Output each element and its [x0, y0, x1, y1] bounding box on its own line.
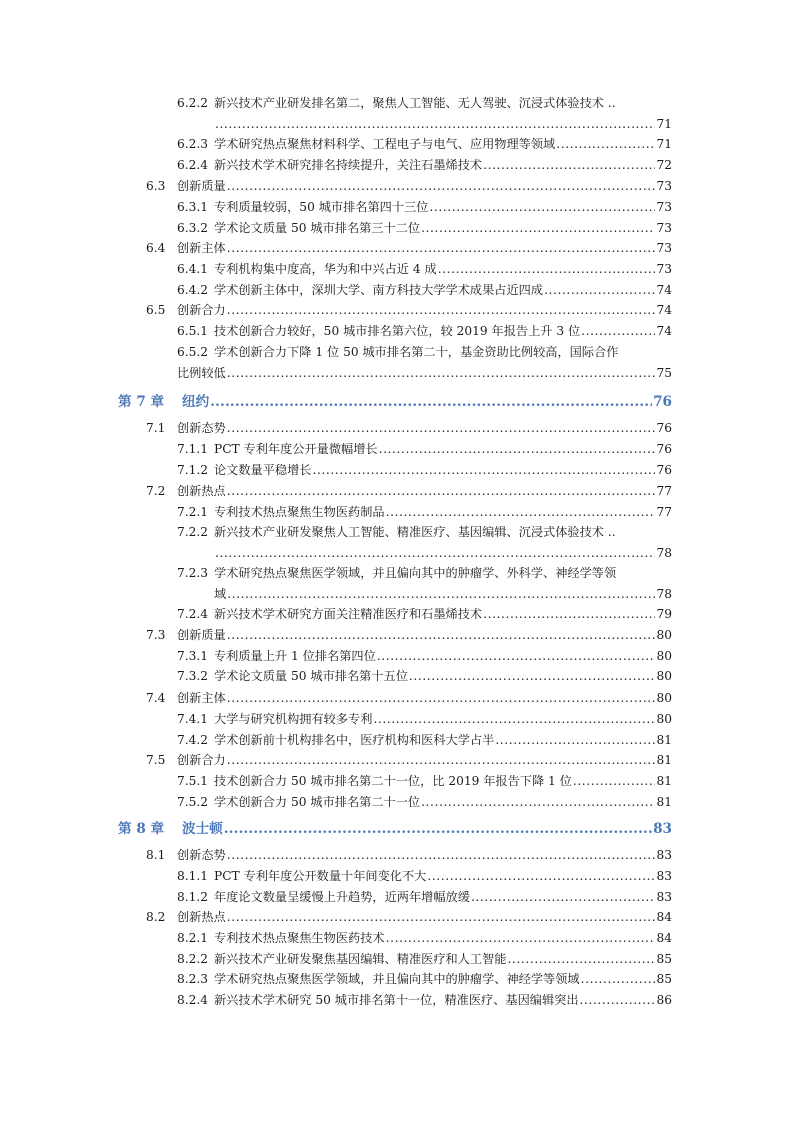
- toc-entry-number: 8.1.2: [177, 890, 209, 904]
- toc-entry-title: 学术论文质量 50 城市排名第十五位: [214, 669, 408, 683]
- toc-page-number: 84: [656, 931, 672, 945]
- toc-entry-number: 6.5: [146, 303, 166, 317]
- toc-page-number: 72: [656, 158, 672, 172]
- toc-dot-leader: [379, 441, 656, 457]
- toc-entry-number: 6.4.2: [177, 283, 209, 297]
- toc-entry-title: 新兴技术学术研究方面关注精准医疗和石墨烯技术: [214, 607, 483, 621]
- toc-page-number: 78: [656, 546, 672, 560]
- toc-dot-leader: [377, 648, 656, 664]
- toc-page-number: 76: [653, 394, 672, 410]
- toc-entry-title: 学术创新主体中，深圳大学、南方科技大学学术成果占近四成: [214, 283, 544, 297]
- toc-entry-title: 新兴技术学术研究排名持续提升，关注石墨烯技术: [214, 158, 483, 172]
- toc-entry-number: 6.3: [146, 179, 166, 193]
- toc-entry-number: 7.4.1: [177, 712, 209, 726]
- toc-dot-leader: [227, 909, 656, 925]
- toc-dot-leader: [508, 951, 656, 967]
- toc-dot-leader: [581, 323, 655, 339]
- toc-entry-title: 专利质量较弱，50 城市排名第四十三位: [214, 200, 429, 214]
- toc-entry-number: 6.3.2: [177, 221, 209, 235]
- toc-entry-number: 7.5.2: [177, 795, 209, 809]
- toc-page-number: 83: [656, 848, 672, 862]
- toc-entry-title: 创新主体: [177, 691, 226, 705]
- toc-entry-title: 创新态势: [177, 421, 226, 435]
- toc-entry-number: 6.4: [146, 241, 166, 255]
- toc-page-number: 81: [656, 733, 672, 747]
- toc-entry-number: 6.3.1: [177, 200, 209, 214]
- toc-entry-number: 7.2: [146, 484, 166, 498]
- toc-page-number: 81: [656, 774, 672, 788]
- toc-entry-number: 7.5: [146, 753, 166, 767]
- toc-page-number: 77: [656, 505, 672, 519]
- toc-entry-number: 7.3.1: [177, 649, 209, 663]
- toc-entry-number: 8.2.3: [177, 972, 209, 986]
- toc-dot-leader: [556, 136, 655, 152]
- toc-entry-title: 波士顿: [182, 821, 223, 837]
- toc-dot-leader: [438, 261, 656, 277]
- toc-dot-leader: [573, 773, 656, 789]
- toc-dot-leader: [227, 420, 656, 436]
- toc-dot-leader: [421, 794, 655, 810]
- toc-entry-title: 技术创新合力 50 城市排名第二十一位，比 2019 年报告下降 1 位: [214, 774, 572, 788]
- toc-page-number: 76: [656, 442, 672, 456]
- toc-entry-number: 8.1.1: [177, 869, 209, 883]
- toc-entry-title: 创新质量: [177, 628, 226, 642]
- toc-entry-number: 7.1.1: [177, 442, 209, 456]
- toc-entry-number: 7.5.1: [177, 774, 209, 788]
- toc-entry-number: 6.5.1: [177, 324, 209, 338]
- toc-dot-leader: [227, 302, 656, 318]
- toc-entry-title: 纽约: [182, 394, 210, 410]
- toc-entry-title-continued: 域: [214, 587, 227, 601]
- toc-dot-leader: [409, 668, 656, 684]
- toc-page-number: 83: [653, 821, 672, 837]
- toc-dot-leader: [227, 690, 656, 706]
- toc-dot-leader: [227, 586, 655, 602]
- toc-entry-number: 6.2.4: [177, 158, 209, 172]
- toc-dot-leader: [227, 627, 656, 643]
- toc-entry-title: 学术论文质量 50 城市排名第三十二位: [214, 221, 421, 235]
- toc-entry-number: 6.2.3: [177, 137, 209, 151]
- toc-entry-number: 7.2.2: [177, 525, 209, 539]
- toc-dot-leader: [227, 240, 656, 256]
- toc-dot-leader: [580, 992, 656, 1008]
- toc-page-number: 76: [656, 421, 672, 435]
- toc-entry-number: 7.3: [146, 628, 166, 642]
- toc-entry-title: 创新态势: [177, 848, 226, 862]
- toc-entry-number: 8.2.1: [177, 931, 209, 945]
- toc-entry-title: 专利机构集中度高，华为和中兴占近 4 成: [214, 262, 437, 276]
- toc-entry-title: 新兴技术产业研发聚焦人工智能、精准医疗、基因编辑、沉浸式体验技术 ..: [214, 525, 616, 539]
- toc-entry-number: 7.4: [146, 691, 166, 705]
- toc-entry-title-continued: 比例较低: [177, 366, 226, 380]
- toc-entry-title: 专利质量上升 1 位排名第四位: [214, 649, 376, 663]
- toc-dot-leader: [227, 847, 656, 863]
- toc-page-number: 73: [656, 200, 672, 214]
- toc-page-number: 83: [656, 869, 672, 883]
- toc-dot-leader: [483, 606, 655, 622]
- toc-entry-title: 学术研究热点聚焦材料科学、工程电子与电气、应用物理等领域: [214, 137, 556, 151]
- toc-dot-leader: [483, 157, 655, 173]
- toc-dot-leader: [215, 545, 655, 561]
- toc-entry-title: 创新合力: [177, 753, 226, 767]
- toc-page-number: 73: [656, 179, 672, 193]
- toc-page-number: 78: [656, 587, 672, 601]
- toc-entry-title: 专利技术热点聚焦生物医药制品: [214, 505, 385, 519]
- toc-page-number: 74: [656, 303, 672, 317]
- toc-page-number: 80: [656, 628, 672, 642]
- toc-entry-number: 6.2.2: [177, 96, 209, 110]
- toc-entry-title: 技术创新合力较好，50 城市排名第六位，较 2019 年报告上升 3 位: [214, 324, 581, 338]
- toc-page-number: 73: [656, 241, 672, 255]
- toc-page-number: 85: [656, 972, 672, 986]
- toc-page-number: 86: [656, 993, 672, 1007]
- toc-dot-leader: [313, 462, 656, 478]
- toc-entry-title: 创新热点: [177, 484, 226, 498]
- toc-dot-leader: [581, 971, 656, 987]
- toc-entry-number: 8.2: [146, 910, 166, 924]
- toc-page-number: 80: [656, 649, 672, 663]
- toc-page-number: 85: [656, 952, 672, 966]
- toc-entry-number: 第 7 章: [118, 394, 165, 410]
- toc-dot-leader: [210, 393, 652, 411]
- toc-entry-title: 年度论文数量呈缓慢上升趋势，近两年增幅放缓: [214, 890, 470, 904]
- toc-page-number: 73: [656, 221, 672, 235]
- toc-dot-leader: [386, 504, 656, 520]
- toc-entry-title: 论文数量平稳增长: [214, 463, 312, 477]
- toc-page-number: 84: [656, 910, 672, 924]
- toc-entry-title: 学术创新前十机构排名中，医疗机构和医科大学占半: [214, 733, 495, 747]
- toc-page-number: 79: [656, 607, 672, 621]
- toc-entry-title: PCT 专利年度公开量微幅增长: [214, 442, 378, 456]
- toc-entry-number: 7.1: [146, 421, 166, 435]
- toc-entry-number: 6.5.2: [177, 345, 209, 359]
- toc-dot-leader: [373, 711, 655, 727]
- toc-dot-leader: [429, 199, 655, 215]
- toc-dot-leader: [227, 365, 656, 381]
- toc-dot-leader: [227, 483, 656, 499]
- toc-page-number: 71: [656, 137, 672, 151]
- toc-dot-leader: [471, 889, 656, 905]
- toc-entry-number: 7.1.2: [177, 463, 209, 477]
- toc-entry-title: 学术研究热点聚焦医学领域，并且偏向其中的肿瘤学、神经学等领域: [214, 972, 580, 986]
- toc-entry-title: 创新合力: [177, 303, 226, 317]
- toc-dot-leader: [495, 732, 655, 748]
- toc-dot-leader: [427, 868, 655, 884]
- toc-entry-title: PCT 专利年度公开数量十年间变化不大: [214, 869, 427, 883]
- toc-entry-title: 大学与研究机构拥有较多专利: [214, 712, 373, 726]
- toc-page-number: 80: [656, 712, 672, 726]
- toc-dot-leader: [386, 930, 656, 946]
- toc-entry-number: 8.1: [146, 848, 166, 862]
- toc-dot-leader: [224, 820, 652, 838]
- toc-entry-title: 创新主体: [177, 241, 226, 255]
- toc-dot-leader: [215, 116, 655, 132]
- toc-dot-leader: [227, 178, 656, 194]
- toc-page-number: 74: [656, 324, 672, 338]
- toc-entry-title: 专利技术热点聚焦生物医药技术: [214, 931, 385, 945]
- toc-page-number: 76: [656, 463, 672, 477]
- toc-page-number: 71: [656, 117, 672, 131]
- toc-page-number: 81: [656, 795, 672, 809]
- toc-entry-number: 8.2.4: [177, 993, 209, 1007]
- toc-entry-number: 7.2.3: [177, 566, 209, 580]
- toc-dot-leader: [421, 220, 655, 236]
- toc-entry-number: 8.2.2: [177, 952, 209, 966]
- toc-entry-title: 学术创新合力 50 城市排名第二十一位: [214, 795, 421, 809]
- toc-entry-title: 创新质量: [177, 179, 226, 193]
- toc-page-number: 74: [656, 283, 672, 297]
- toc-page-number: 73: [656, 262, 672, 276]
- toc-entry-title: 新兴技术产业研发聚焦基因编辑、精准医疗和人工智能: [214, 952, 507, 966]
- toc-entry-number: 第 8 章: [118, 821, 165, 837]
- toc-page-number: 77: [656, 484, 672, 498]
- toc-entry-title: 新兴技术学术研究 50 城市排名第十一位，精准医疗、基因编辑突出: [214, 993, 579, 1007]
- toc-page-number: 80: [656, 691, 672, 705]
- toc-entry-title: 学术研究热点聚焦医学领域，并且偏向其中的肿瘤学、外科学、神经学等领: [214, 566, 617, 580]
- toc-entry-title: 学术创新合力下降 1 位 50 城市排名第二十，基金资助比例较高，国际合作: [214, 345, 619, 359]
- toc-entry-number: 7.3.2: [177, 669, 209, 683]
- toc-entry-title: 新兴技术产业研发排名第二，聚焦人工智能、无人驾驶、沉浸式体验技术 ..: [214, 96, 616, 110]
- toc-entry-number: 7.2.1: [177, 505, 209, 519]
- toc-entry-title: 创新热点: [177, 910, 226, 924]
- toc-page-number: 81: [656, 753, 672, 767]
- toc-dot-leader: [544, 282, 655, 298]
- toc-entry-number: 7.2.4: [177, 607, 209, 621]
- toc-page-number: 83: [656, 890, 672, 904]
- toc-entry-number: 6.4.1: [177, 262, 209, 276]
- toc-entry-number: 7.4.2: [177, 733, 209, 747]
- toc-dot-leader: [227, 752, 656, 768]
- toc-page-number: 80: [656, 669, 672, 683]
- toc-page-number: 75: [656, 366, 672, 380]
